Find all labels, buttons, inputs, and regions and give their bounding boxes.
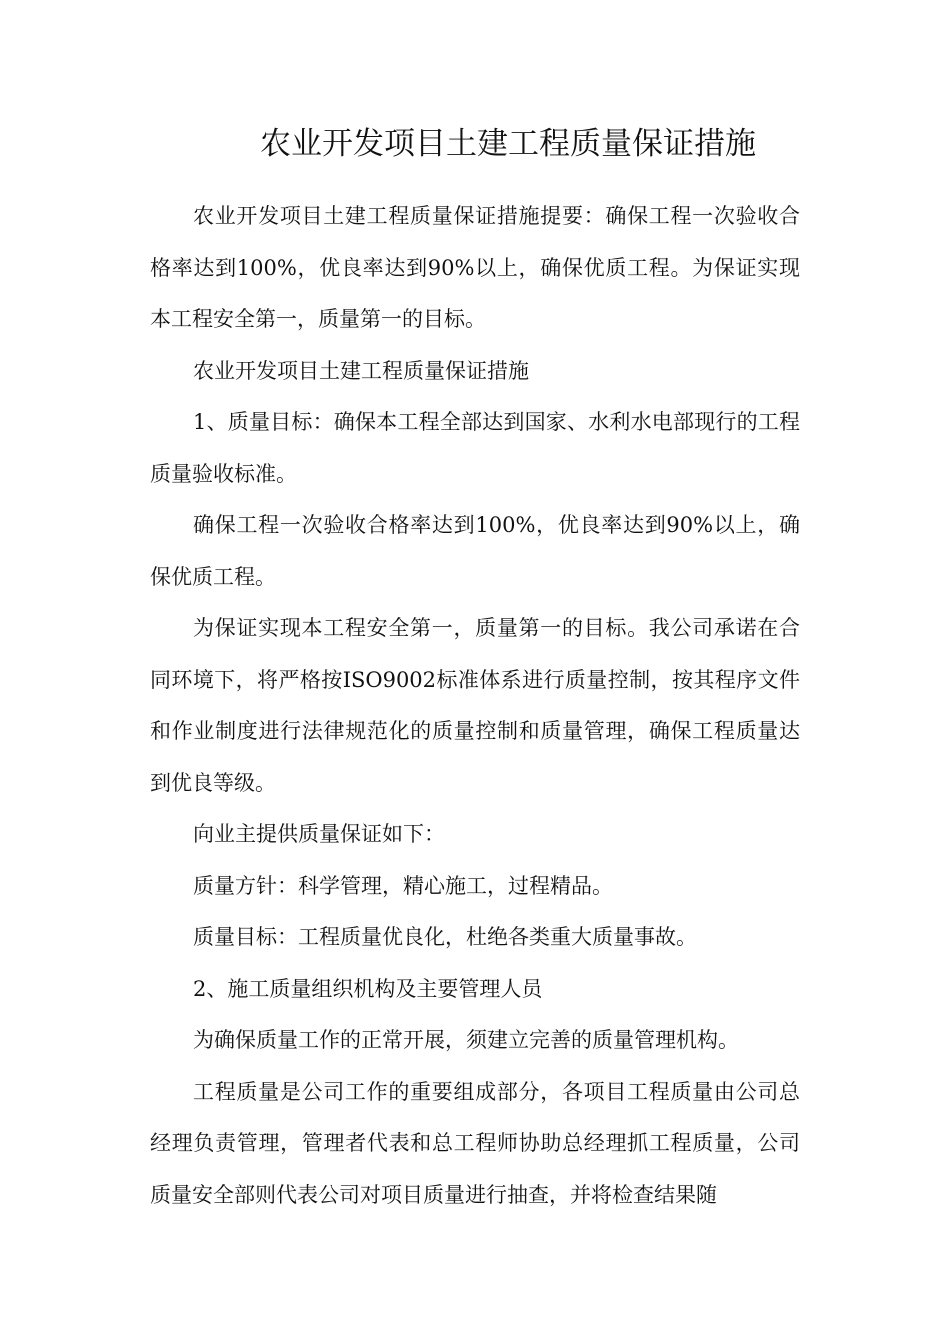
- paragraph-heading: 农业开发项目土建工程质量保证措施: [193, 358, 529, 383]
- paragraph-guarantee-intro: 向业主提供质量保证如下：: [193, 822, 445, 846]
- document-body: [150, 191, 800, 1221]
- paragraph-acceptance-rate: 确保工程一次验收合格率达到100%，优良率达到90%以上，确保优质工程。: [150, 513, 800, 589]
- document-title: 农业开发项目土建工程质量保证措施: [260, 126, 756, 162]
- paragraph-quality-goal: 1、质量目标：确保本工程全部达到国家、水利水电部现行的工程质量验收标准。: [150, 410, 800, 486]
- paragraph-section-2-heading: 2、施工质量组织机构及主要管理人员: [193, 976, 543, 1001]
- paragraph-quality-policy: 质量方针：科学管理，精心施工，过程精品。: [193, 873, 613, 898]
- paragraph-commitment: 为保证实现本工程安全第一，质量第一的目标。我公司承诺在合同环境下，将严格按ISO9002标准体系进行质量控制，按其程序文件和作业制度进行法律规范化的质量控制和质量管理，确保工程质量达到优良等级。: [150, 616, 800, 795]
- paragraph-quality-target: 质量目标：工程质量优良化，杜绝各类重大质量事故。: [193, 925, 697, 949]
- paragraph-summary: 农业开发项目土建工程质量保证措施提要：确保工程一次验收合格率达到100%，优良率达到90%以上，确保优质工程。为保证实现本工程安全第一，质量第一的目标。: [150, 204, 800, 331]
- paragraph-organization: 为确保质量工作的正常开展，须建立完善的质量管理机构。: [193, 1028, 739, 1052]
- paragraph-management: 工程质量是公司工作的重要组成部分，各项目工程质量由公司总经理负责管理，管理者代表和总工程师协助总经理抓工程质量，公司质量安全部则代表公司对项目质量进行抽查，并将检查结果随: [150, 1079, 800, 1207]
